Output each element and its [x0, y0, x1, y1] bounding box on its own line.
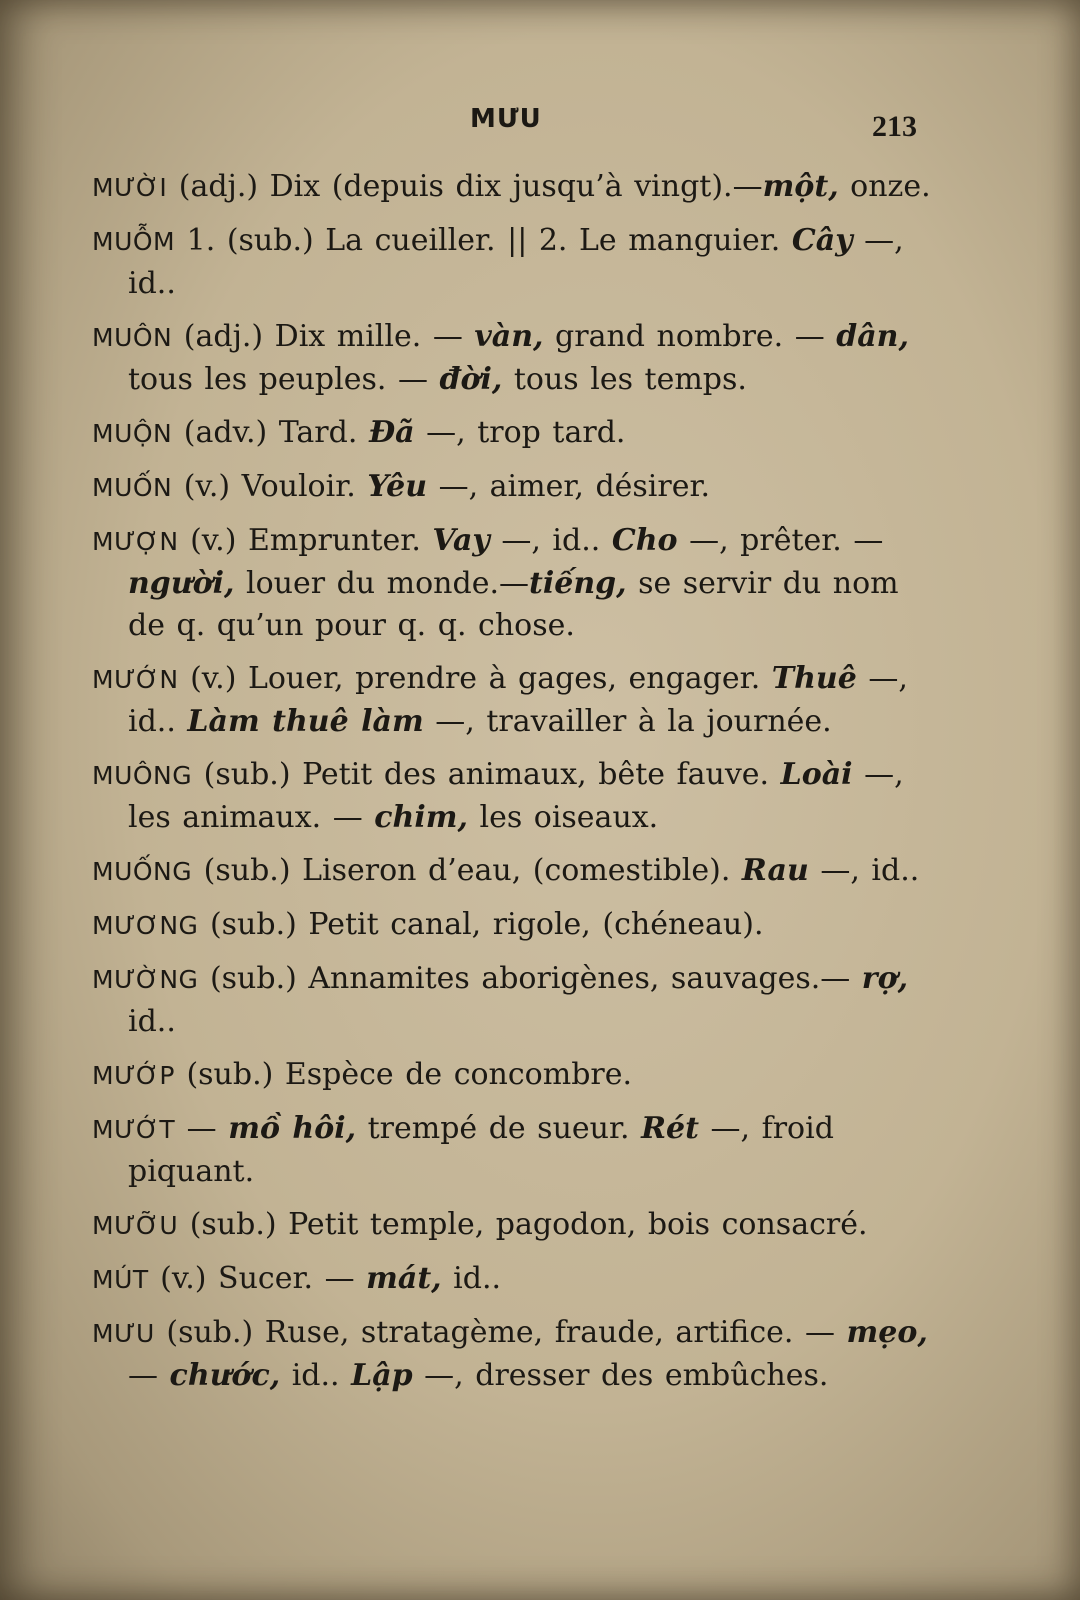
definition-text: —, froid piquant.	[128, 1111, 834, 1189]
definition-text: —, dresser des embûches.	[412, 1358, 829, 1393]
vietnamese-phrase: tiếng,	[528, 566, 627, 601]
definition-text: (adv.) Tard.	[172, 415, 369, 450]
entry-list	[92, 166, 932, 1408]
vietnamese-phrase: chước,	[169, 1358, 281, 1393]
definition-text: tous les peuples. —	[128, 362, 440, 397]
definition-text: id..	[128, 1004, 176, 1039]
headword: MƯỚP	[92, 1061, 175, 1090]
definition-text: trempé de sueur.	[356, 1111, 642, 1146]
headword: MƯỜNG	[92, 965, 199, 994]
definition-text: (v.) Louer, prendre à gages, engager.	[178, 661, 772, 696]
vietnamese-phrase: Đã	[368, 415, 415, 450]
headword: MƯỚN	[92, 665, 179, 694]
vietnamese-phrase: một,	[762, 169, 839, 204]
headword: MUÔNG	[92, 761, 193, 790]
dictionary-entry	[92, 1204, 932, 1247]
definition-text: (sub.) Petit canal, rigole, (chéneau).	[198, 907, 764, 942]
vietnamese-phrase: Vay	[432, 523, 490, 558]
definition-text: les oiseaux.	[467, 800, 659, 835]
vietnamese-phrase: Lập	[351, 1358, 413, 1393]
vietnamese-phrase: dân,	[836, 319, 909, 354]
definition-text: (sub.) Petit des animaux, bête fauve.	[192, 757, 781, 792]
dictionary-entry	[92, 466, 932, 509]
vietnamese-phrase: Làm thuê làm	[187, 704, 424, 739]
definition-text: (sub.) Espèce de concombre.	[174, 1057, 633, 1092]
headword: MUỘN	[92, 419, 173, 448]
headword: MƯU	[92, 1319, 155, 1348]
definition-text: (sub.) Ruse, stratagème, fraude, artifice. —	[154, 1315, 847, 1350]
definition-text: id..	[441, 1261, 502, 1296]
dictionary-entry	[92, 1258, 932, 1301]
definition-text: —, aimer, désirer.	[427, 469, 711, 504]
dictionary-entry	[92, 904, 932, 947]
definition-text: —, travailler à la journée.	[423, 704, 832, 739]
dictionary-entry	[92, 520, 932, 647]
headword: MƯỠU	[92, 1211, 179, 1240]
definition-text: (sub.) Annamites aborigènes, sauvages.—	[198, 961, 862, 996]
definition-text: —, prêter. —	[677, 523, 884, 558]
definition-text: tous les temps.	[502, 362, 747, 397]
headword: MƯƠNG	[92, 911, 199, 940]
definition-text: (sub.) Liseron d’eau, (comestible).	[192, 853, 742, 888]
definition-text: —, id..	[808, 853, 920, 888]
definition-text: —	[128, 1358, 170, 1393]
dictionary-entry	[92, 1108, 932, 1193]
definition-text: (sub.) Petit temple, pagodon, bois consacré.	[178, 1207, 868, 1242]
definition-text: (v.) Emprunter.	[178, 523, 433, 558]
vietnamese-phrase: mát,	[366, 1261, 442, 1296]
headword: MÚT	[92, 1265, 149, 1294]
dictionary-entry	[92, 316, 932, 401]
vietnamese-phrase: người,	[128, 566, 235, 601]
dictionary-entry	[92, 412, 932, 455]
vietnamese-phrase: chim,	[374, 800, 468, 835]
headword: MƯỚT	[92, 1115, 176, 1144]
vietnamese-phrase: Cho	[611, 523, 678, 558]
dictionary-entry	[92, 1312, 932, 1397]
headword: MƯỜI	[92, 173, 168, 202]
dictionary-entry	[92, 1054, 932, 1097]
vietnamese-phrase: vàn,	[474, 319, 544, 354]
page-number: 213	[872, 110, 917, 143]
definition-text: (v.) Sucer. —	[148, 1261, 367, 1296]
definition-text: id..	[280, 1358, 352, 1393]
headword: MUỖM	[92, 227, 176, 256]
definition-text: louer du monde.—	[234, 566, 529, 601]
vietnamese-phrase: rợ,	[861, 961, 909, 996]
dictionary-entry	[92, 958, 932, 1043]
definition-text: —, id..	[128, 223, 904, 301]
definition-text: se servir du nom de q. qu’un pour q. q. chose.	[128, 566, 899, 643]
definition-text: —, les animaux. —	[128, 757, 904, 835]
definition-text: —, id..	[128, 661, 908, 739]
headword: MƯỢN	[92, 527, 179, 556]
running-head: MƯU	[470, 104, 542, 134]
vietnamese-phrase: mồ hôi,	[228, 1111, 357, 1146]
headword: MUỐNG	[92, 857, 193, 886]
definition-text: onze.	[838, 169, 931, 204]
dictionary-entry	[92, 754, 932, 839]
dictionary-entry	[92, 850, 932, 893]
definition-text: grand nombre. —	[543, 319, 837, 354]
headword: MUỐN	[92, 473, 173, 502]
definition-text: (v.) Vouloir.	[172, 469, 368, 504]
definition-text: —, id..	[489, 523, 612, 558]
definition-text: —	[175, 1111, 229, 1146]
definition-text: —, trop tard.	[414, 415, 626, 450]
vietnamese-phrase: Rét	[641, 1111, 699, 1146]
vietnamese-phrase: Rau	[741, 853, 809, 888]
vietnamese-phrase: Thuê	[771, 661, 857, 696]
dictionary-entry	[92, 658, 932, 743]
vietnamese-phrase: Loài	[780, 757, 853, 792]
vietnamese-phrase: Yêu	[367, 469, 428, 504]
vietnamese-phrase: mẹo,	[846, 1315, 928, 1350]
headword: MUÔN	[92, 323, 173, 352]
definition-text: 1. (sub.) La cueiller. || 2. Le manguier.	[175, 223, 792, 258]
dictionary-entry	[92, 220, 932, 305]
definition-text: (adj.) Dix mille. —	[172, 319, 475, 354]
definition-text: (adj.) Dix (depuis dix jusqu’à vingt).—	[167, 169, 763, 204]
dictionary-entry	[92, 166, 932, 209]
vietnamese-phrase: đời,	[439, 362, 503, 397]
vietnamese-phrase: Cây	[791, 223, 853, 258]
